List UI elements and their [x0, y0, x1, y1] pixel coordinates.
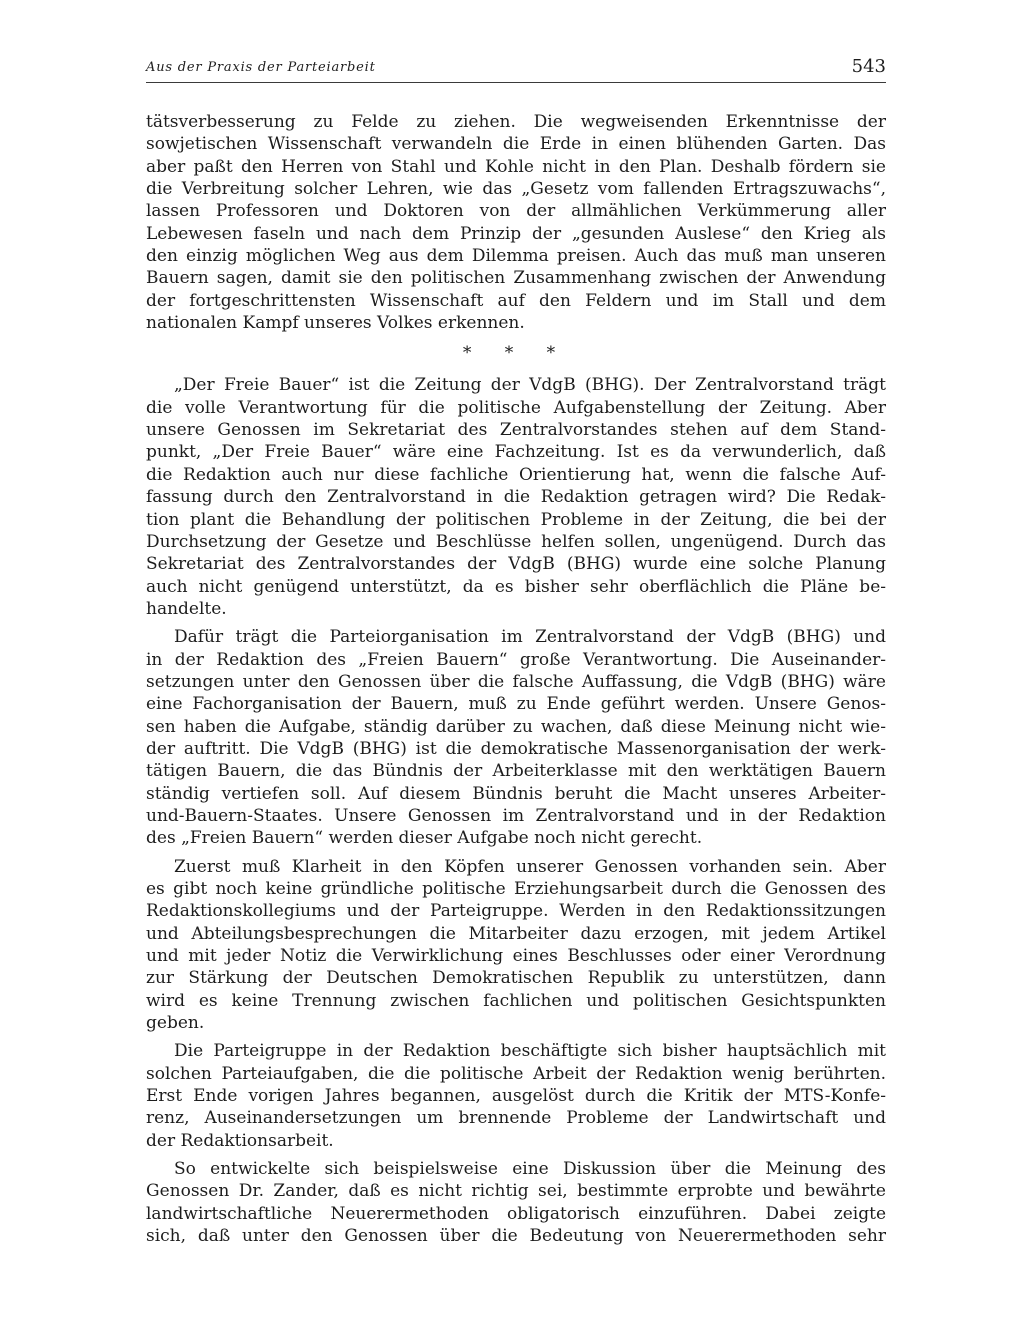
text-line: Die Parteigruppe in der Redaktion beschäftigte sich bisher hauptsächlich mit — [174, 1041, 886, 1062]
text-line: es gibt noch keine gründliche politische Erziehungsarbeit durch die Genossen des — [146, 879, 886, 899]
text-line: Lebewesen faseln und nach dem Prinzip der „gesunden Auslese“ den Krieg als — [146, 223, 886, 244]
text-line: Bauern sagen, damit sie den politischen Zusammenhang zwischen der Anwendung — [146, 268, 886, 289]
text-line: auch nicht genügend unterstützt, da es bisher sehr oberflächlich die Pläne be- — [146, 576, 886, 597]
text-line: aber paßt den Herren von Stahl und Kohle nicht in den Plan. Deshalb fördern sie — [146, 156, 886, 177]
text-line: zur Stärkung der Deutschen Demokratischen Republik zu unterstützen, dann — [146, 968, 886, 989]
text-line: tätsverbesserung zu Felde zu ziehen. Die wegweisenden Erkenntnisse der — [146, 112, 886, 132]
paragraph — [146, 856, 886, 1035]
text-line: tätigen Bauern, die das Bündnis der Arbeiterklasse mit den werktätigen Bauern — [146, 761, 886, 782]
text-line: sowjetischen Wissenschaft verwandeln die Erde in einen blühenden Garten. Das — [146, 134, 886, 155]
text-line: So entwickelte sich beispielsweise eine Diskussion über die Meinung des — [174, 1159, 886, 1180]
body-text — [146, 111, 886, 1248]
text-line: in der Redaktion des „Freien Bauern“ große Verantwortung. Die Auseinander- — [146, 649, 886, 670]
text-line: Dafür trägt die Parteiorganisation im Zentralvorstand der VdgB (BHG) und — [174, 627, 886, 648]
section-separator: * * * — [462, 343, 570, 364]
text-line: die Verbreitung solcher Lehren, wie das „Gesetz vom fallenden Ertragszuwachs“, — [146, 179, 886, 200]
text-line: des „Freien Bauern“ werden dieser Aufgabe noch nicht gerecht. — [146, 828, 703, 849]
text-line: fassung durch den Zentralvorstand in die Redaktion getragen wird? Die Redak- — [146, 487, 886, 508]
text-line: setzungen unter den Genossen über die falsche Auffassung, die VdgB (BHG) wäre — [146, 671, 886, 692]
text-line: der auftritt. Die VdgB (BHG) ist die demokratische Massenorganisation der werk- — [146, 738, 886, 759]
text-line: Erst Ende vorigen Jahres begannen, ausgelöst durch die Kritik der MTS-Konfe- — [146, 1086, 886, 1107]
text-line: eine Fachorganisation der Bauern, muß zu Ende geführt werden. Unsere Genos- — [146, 694, 886, 715]
text-line: und Abteilungsbesprechungen die Mitarbeiter dazu erzogen, mit jedem Artikel — [146, 923, 886, 944]
text-line: Genossen Dr. Zander, daß es nicht richtig sei, bestimmte erprobte und bewährte — [146, 1181, 886, 1202]
paragraph — [146, 626, 886, 849]
header-rule — [146, 82, 886, 83]
paragraph — [146, 1158, 886, 1247]
text-line: Sekretariat des Zentralvorstandes der VdgB (BHG) wurde eine solche Planung — [146, 554, 886, 575]
text-line: sen haben die Aufgabe, ständig darüber zu wachen, daß diese Meinung nicht wie- — [146, 716, 886, 737]
text-line: die volle Verantwortung für die politische Aufgabenstellung der Zeitung. Aber — [146, 397, 886, 418]
paragraph — [146, 374, 886, 620]
text-line: die Redaktion auch nur diese fachliche Orientierung hat, wenn die falsche Auf- — [146, 464, 886, 485]
text-line: tion plant die Behandlung der politischen Probleme in der Zeitung, die bei der — [146, 509, 886, 530]
text-line: den einzig möglichen Weg aus dem Dilemma preisen. Auch das muß man unseren — [146, 246, 886, 267]
paragraph — [146, 1040, 886, 1152]
paragraph-continuation — [146, 111, 886, 334]
text-line: und mit jeder Notiz die Verwirklichung eines Beschlusses oder einer Verordnung — [146, 946, 886, 967]
text-line: ständig vertiefen soll. Auf diesem Bündnis beruht die Macht unseres Arbeiter- — [146, 783, 886, 804]
text-line: solchen Parteiaufgaben, die die politische Arbeit der Redaktion wenig berührten. — [146, 1063, 886, 1084]
text-line: sich, daß unter den Genossen über die Bedeutung von Neuerermethoden sehr — [146, 1226, 886, 1247]
text-line: Zuerst muß Klarheit in den Köpfen unserer Genossen vorhanden sein. Aber — [174, 856, 886, 877]
text-line: lassen Professoren und Doktoren von der allmählichen Verkümmerung aller — [146, 201, 886, 222]
text-line: renz, Auseinandersetzungen um brennende Probleme der Landwirtschaft und — [146, 1108, 886, 1129]
page-number: 543 — [851, 56, 886, 77]
text-line: punkt, „Der Freie Bauer“ wäre eine Fachzeitung. Ist es da verwunderlich, daß — [146, 442, 886, 463]
text-line: der fortgeschrittensten Wissenschaft auf den Feldern und im Stall und dem — [146, 290, 886, 311]
text-line: der Redaktionsarbeit. — [146, 1130, 334, 1151]
running-header-title: Aus der Praxis der Parteiarbeit — [146, 60, 376, 75]
text-line: geben. — [146, 1013, 205, 1034]
text-line: Redaktionskollegiums und der Parteigruppe. Werden in den Redaktionssitzungen — [146, 901, 886, 922]
text-line: „Der Freie Bauer“ ist die Zeitung der VdgB (BHG). Der Zentralvorstand trägt — [174, 375, 886, 396]
text-line: landwirtschaftliche Neuerermethoden obligatorisch einzuführen. Dabei zeigte — [146, 1203, 886, 1224]
text-line: und-Bauern-Staates. Unsere Genossen im Zentralvorstand und in der Redaktion — [146, 805, 886, 826]
text-line: nationalen Kampf unseres Volkes erkennen. — [146, 313, 525, 334]
text-line: unsere Genossen im Sekretariat des Zentralvorstandes stehen auf dem Stand- — [146, 420, 886, 441]
running-header — [146, 56, 886, 84]
text-line: Durchsetzung der Gesetze und Beschlüsse helfen sollen, ungenügend. Durch das — [146, 531, 886, 552]
text-line: handelte. — [146, 598, 227, 619]
text-line: wird es keine Trennung zwischen fachlichen und politischen Gesichtspunkten — [146, 990, 886, 1011]
